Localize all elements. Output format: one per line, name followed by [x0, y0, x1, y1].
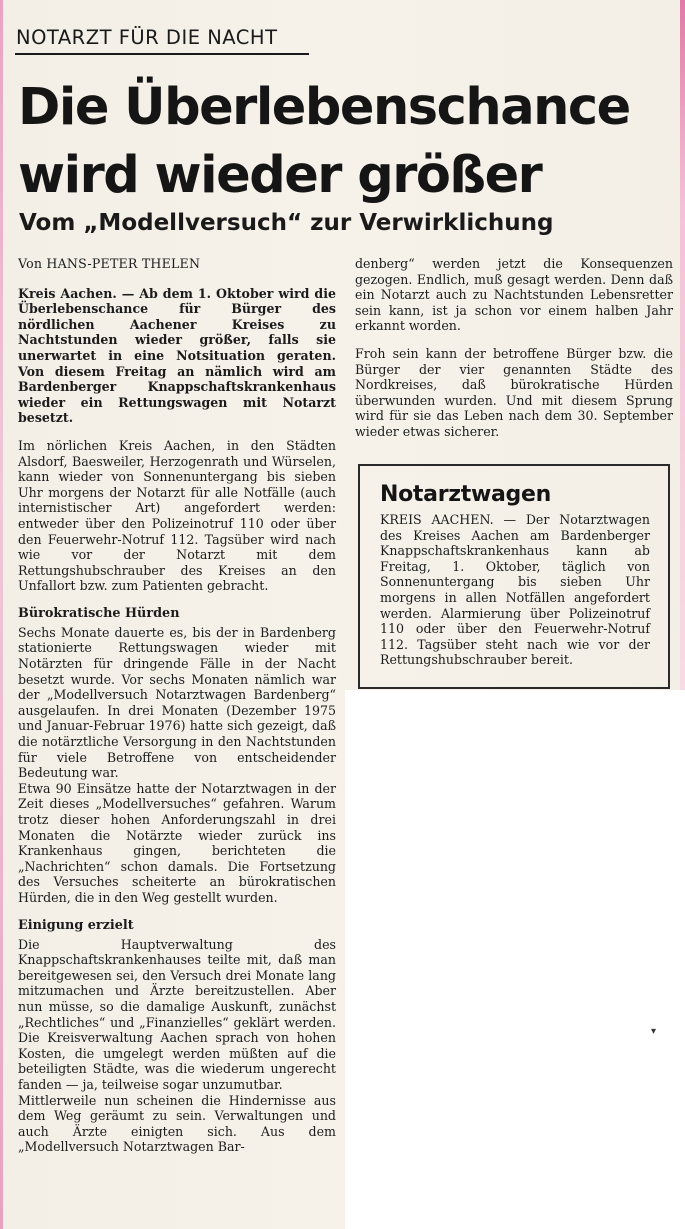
column-right: [355, 256, 673, 440]
paper-edge-left: [0, 0, 3, 1229]
section-heading: Einigung erzielt: [18, 917, 134, 933]
kicker-underline: [15, 53, 309, 55]
kicker: NOTARZT FÜR DIE NACHT: [16, 26, 278, 49]
headline-line-2: wird wieder größer: [18, 146, 542, 205]
body-paragraph: Sechs Monate dauerte es, bis der in Bardenberg stationierte Rettungswagen wieder mit Notärzten für dringende Fälle in der Nacht besetzt wurde. Vor sechs Monaten nämlich war der „Modellversuch Notarztwagen Bardenberg“ ausgelaufen. In drei Monaten (Dezember 1975 und Januar-Februar 1976) hatte sich gezeigt, daß die notärztliche Versorgung in den Nachtstunden für viele Betroffene von entscheidender Bedeutung war.: [18, 624, 336, 781]
lead-paragraph: Kreis Aachen. — Ab dem 1. Oktober wird die Überlebenschance für Bürger des nördlichen Aachener Kreises zu Nachtstunden wieder größer, falls sie unerwartet in eine Notsituation geraten. Von diesem Freitag an nämlich wird am Bardenberger Knappschaftskrankenhaus wieder ein Rettungswagen mit Notarzt besetzt.: [18, 285, 336, 426]
body-paragraph: Etwa 90 Einsätze hatte der Notarztwagen in der Zeit dieses „Modellversuches“ gefahren. Warum trotz dieser hohen Anforderungszahl in drei Monaten die Notärzte wieder zurück ins Krankenhaus gingen, berichteten die „Nachrichten“ schon damals. Die Fortsetzung des Versuches scheiterte an bürokratischen Hürden, die in den Weg gestellt wurden.: [18, 780, 336, 905]
headline-line-1: Die Überlebenschance: [18, 78, 630, 137]
byline: Von HANS-PETER THELEN: [18, 256, 201, 271]
closing-paragraph: Froh sein kann der betroffene Bürger bzw. die Bürger der vier genannten Städte des Nordkreises, daß bürokratische Hürden überwunden wurden. Und mit diesem Sprung wird für sie das Leben nach dem 30. September wieder etwas sicherer.: [355, 345, 673, 439]
paper-edge-right: [680, 0, 685, 690]
body-paragraph: denberg“ werden jetzt die Konsequenzen gezogen. Endlich, muß gesagt werden. Denn daß ein Notarzt auch zu Nachtstunden Lebensretter sein kann, ist ja schon vor einem halben Jahr erkannt worden.: [355, 256, 673, 334]
subheadline: Vom „Modellversuch“ zur Verwirklichung: [19, 210, 554, 236]
ink-speck: ▾: [651, 1026, 657, 1037]
body-paragraph: Die Hauptverwaltung des Knappschaftskrankenhauses teilte mit, daß man bereitgewesen sei, den Versuch drei Monate lang mitzumachen und Ärzte bereitzustellen. Aber nun müsse, so die damalige Auskunft, zunächst „Rechtliches“ und „Finanzielles“ geklärt werden. Die Kreisverwaltung Aachen sprach von hohen Kosten, die umgelegt werden müßten auf die beteiligten Städte, was die wiederum ungerecht fanden — ja, teilweise sogar unzumutbar.: [18, 936, 336, 1092]
headline: [18, 74, 678, 210]
body-paragraph: Mittlerweile nun scheinen die Hindernisse aus dem Weg geräumt zu sein. Verwaltungen und auch Ärzte einigten sich. Aus dem „Modellversuch Notarztwagen Bar-: [18, 1092, 336, 1155]
infobox: [358, 464, 670, 689]
column-left: [18, 256, 336, 1155]
infobox-text: KREIS AACHEN. — Der Notarztwagen des Kreises Aachen am Bardenberger Knappschaftskrankenhaus kann ab Freitag, 1. Oktober, täglich von Sonnenuntergang bis sieben Uhr morgens in allen Notfällen angefordert werden. Alarmierung über Polizeinotruf 110 oder über den Feuerwehr-Notruf 112. Tagsüber steht nach wie vor der Rettungshubschrauber bereit.: [380, 512, 650, 668]
section-heading: Bürokratische Hürden: [18, 605, 180, 621]
body-paragraph: Im nörlichen Kreis Aachen, in den Städten Alsdorf, Baesweiler, Herzogenrath und Würselen, kann wieder von Sonnenuntergang bis sieben Uhr morgens der Notarzt für alle Notfälle (auch internistischer Art) angefordert werden: entweder über den Polizeinotruf 110 oder über den Feuerwehr-Notruf 112. Tagsüber wird nach wie vor der Notarzt mit dem Rettungshubschrauber des Kreises an den Unfallort bzw. zum Patienten gebracht.: [18, 437, 336, 594]
infobox-title: Notarztwagen: [380, 482, 551, 507]
